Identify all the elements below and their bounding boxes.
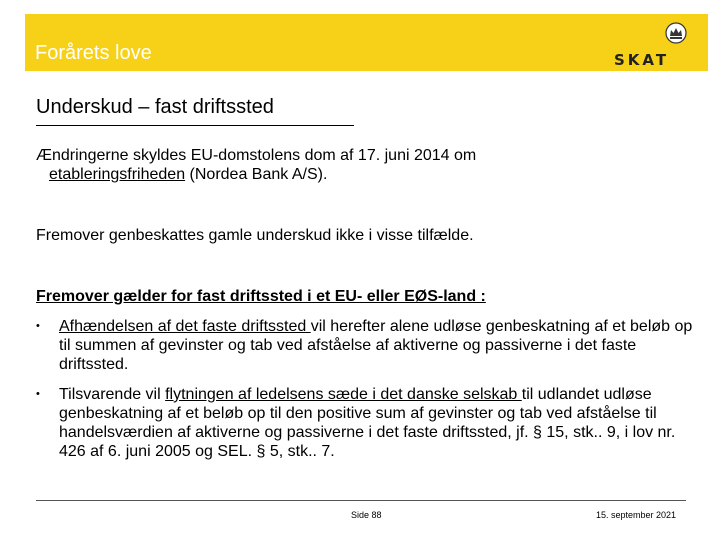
paragraph-intro — [36, 146, 676, 184]
section-heading: Fremover gælder for fast driftssted i et EU- eller EØS-land : — [36, 288, 486, 305]
freedom-of-establishment-link: etableringsfriheden — [49, 166, 186, 183]
skat-logo — [614, 22, 688, 69]
bullet-text: vil herefter alene udløse genbeskatning af et beløb op til summen af gevinster og tab ved afståelse af aktiverne og passiverne i det faste driftssted. — [59, 318, 693, 373]
bullet-marker: • — [36, 388, 40, 400]
subtitle-divider — [36, 125, 354, 126]
footer-divider — [36, 500, 686, 501]
crown-emblem-icon — [665, 22, 687, 44]
bullet-item — [36, 317, 696, 374]
header-banner — [25, 14, 708, 71]
bullet-marker: • — [36, 320, 40, 332]
bullet-underlined-text: flytningen af ledelsens sæde i det danske selskab — [165, 386, 522, 403]
logo-wordmark: SKAT — [614, 51, 670, 69]
intro-line: Ændringerne skyldes EU-domstolens dom af 17. juni 2014 om — [36, 147, 477, 164]
paragraph-taxation: Fremover genbeskattes gamle underskud ikke i visse tilfælde. — [36, 227, 474, 244]
footer-date: 15. september 2021 — [596, 510, 677, 520]
bullet-underlined-text: Afhændelsen af det faste driftssted — [59, 318, 311, 335]
bullet-item — [36, 385, 696, 461]
bullet-text: til udlandet udløse genbeskatning af et beløb op til den positive sum af gevinster og tab ved afståelse til handelsværdien af aktiverne og passiverne i det faste driftssted, jf. § 15, stk.. 9, i lov nr. 426 af 6. juni 2005 og SEL. § 5, stk.. 7. — [59, 386, 676, 460]
bullet-list — [36, 317, 696, 472]
page-number: Side 88 — [351, 510, 382, 520]
bullet-prefix: Tilsvarende vil — [59, 386, 166, 403]
intro-tail: (Nordea Bank A/S). — [185, 166, 328, 183]
header-title: Forårets love — [35, 42, 152, 64]
slide-subtitle: Underskud – fast driftssted — [36, 96, 274, 118]
